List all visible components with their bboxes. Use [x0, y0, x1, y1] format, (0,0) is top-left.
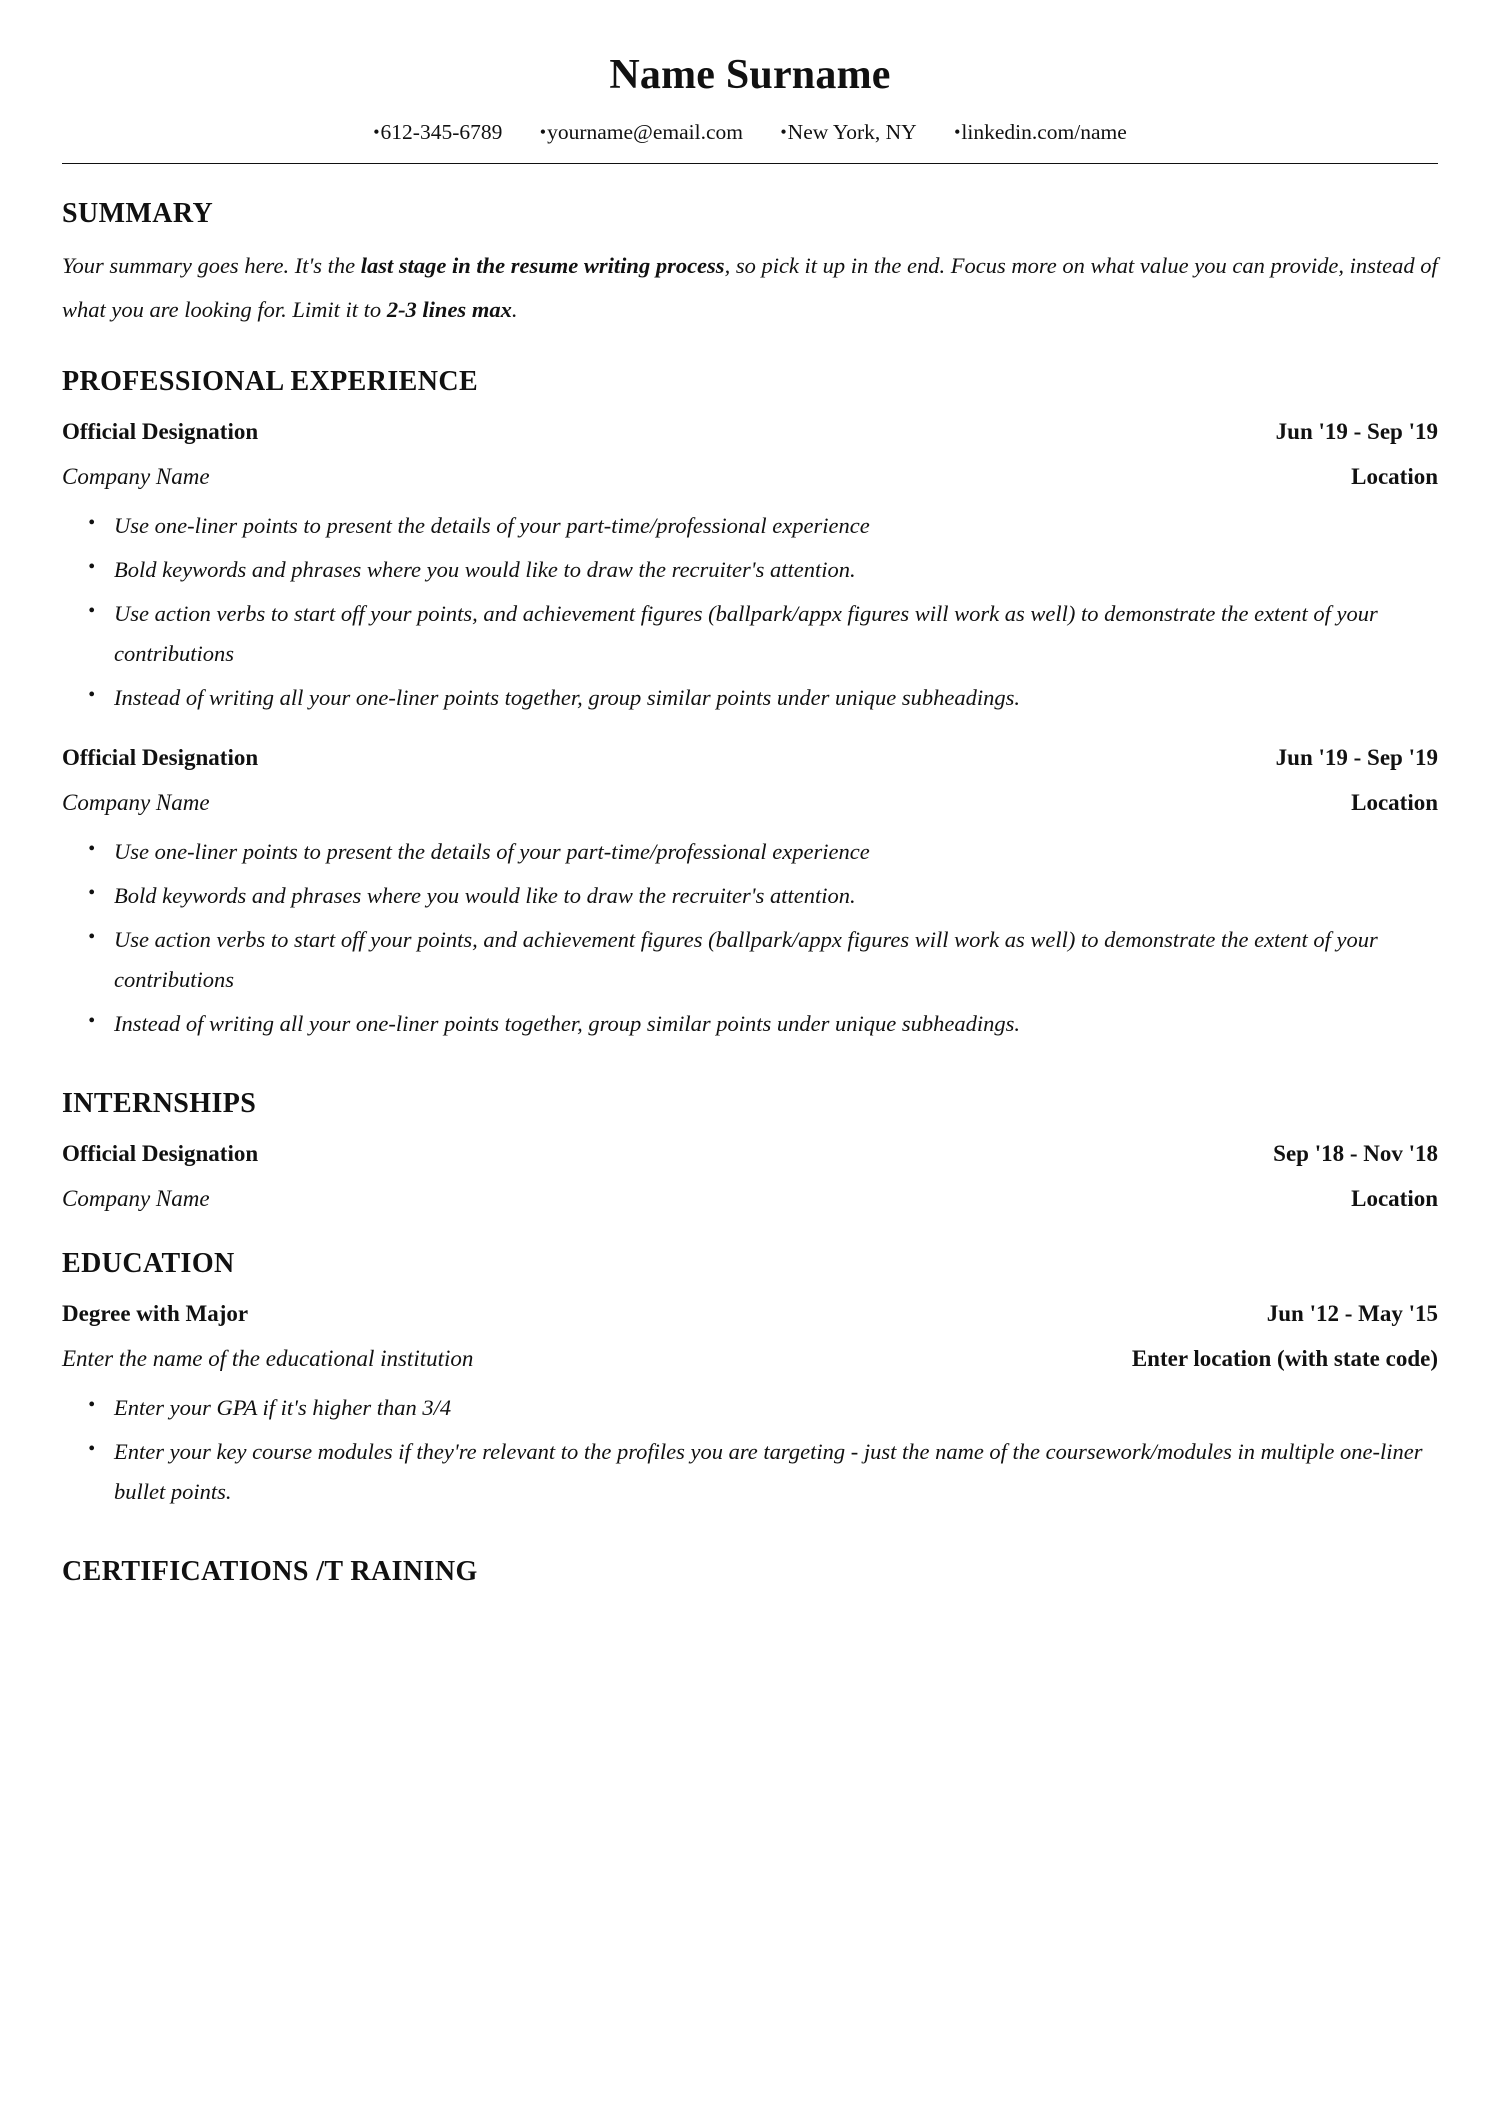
education-bullet-list: [62, 1388, 1438, 1512]
contact-location-text: New York, NY: [787, 120, 917, 145]
experience-dates: Jun '19 - Sep '19: [1275, 745, 1438, 771]
list-item: [62, 876, 1438, 916]
bullet-icon: •: [373, 122, 380, 143]
section-heading-summary: SUMMARY: [62, 198, 214, 230]
summary-text-1: Your summary goes here. It's the: [62, 253, 361, 279]
list-item: [62, 678, 1438, 718]
bullet-icon: •: [88, 837, 96, 860]
section-internships: [62, 1088, 1438, 1218]
list-item-text: Instead of writing all your one-liner points together, group similar points under unique subheadings.: [114, 685, 1021, 711]
list-item: [62, 550, 1438, 590]
education-dates: Jun '12 - May '15: [1266, 1300, 1438, 1326]
internship-dates: Sep '18 - Nov '18: [1273, 1141, 1438, 1167]
bullet-icon: •: [539, 122, 547, 143]
bullet-icon: •: [88, 881, 96, 904]
education-entry-subheader: [62, 1341, 1438, 1378]
bullet-icon: •: [88, 684, 96, 707]
page-title: Name Surname: [609, 52, 891, 98]
contact-linkedin-text: linkedin.com/name: [961, 120, 1127, 145]
bullet-icon: •: [954, 122, 961, 143]
list-item-text: Use one-liner points to present the details of your part-time/professional experience: [114, 512, 870, 538]
education-institution: Enter the name of the educational institution: [62, 1345, 474, 1371]
experience-bullet-list: [62, 832, 1438, 1044]
contact-phone: [373, 120, 502, 145]
internship-entry-subheader: [62, 1181, 1438, 1218]
list-item-text: Enter your GPA if it's higher than 3/4: [114, 1394, 452, 1420]
list-item-text: Use one-liner points to present the details of your part-time/professional experience: [114, 838, 870, 864]
list-item-text: Enter your key course modules if they're relevant to the profiles you are targeting - just the name of the coursework/modules in multiple one-liner bullet points.: [114, 1438, 1423, 1504]
list-item: [62, 506, 1438, 546]
education-location: Enter location (with state code): [1131, 1345, 1438, 1371]
experience-entry-subheader: [62, 785, 1438, 822]
internship-entry-header: [62, 1136, 1438, 1173]
contact-email-text: yourname@email.com: [547, 120, 743, 145]
section-education: [62, 1248, 1438, 1512]
contact-email: [540, 120, 743, 145]
summary-bold-1: last stage in the resume writing process: [360, 253, 725, 279]
list-item: [62, 1004, 1438, 1044]
experience-entry-header: [62, 414, 1438, 451]
summary-bold-2: 2-3 lines max: [386, 297, 512, 323]
experience-entry: [62, 414, 1438, 718]
section-experience: [62, 366, 1438, 1044]
list-item: [62, 1432, 1438, 1512]
list-item-text: Use action verbs to start off your points, and achievement figures (ballpark/appx figures will work as well) to demonstrate the extent of your contributions: [114, 926, 1378, 992]
bullet-icon: •: [88, 511, 96, 534]
experience-company: Company Name: [62, 789, 210, 815]
bullet-icon: •: [88, 1437, 96, 1460]
list-item-text: Use action verbs to start off your points, and achievement figures (ballpark/appx figures will work as well) to demonstrate the extent of your contributions: [114, 601, 1378, 667]
section-heading-experience: PROFESSIONAL EXPERIENCE: [62, 366, 479, 398]
bullet-icon: •: [88, 1009, 96, 1032]
bullet-icon: •: [88, 1393, 96, 1416]
experience-entry: [62, 740, 1438, 1044]
experience-location: Location: [1351, 789, 1438, 815]
section-summary: [62, 198, 1438, 332]
experience-dates: Jun '19 - Sep '19: [1275, 419, 1438, 445]
experience-entry-header: [62, 740, 1438, 777]
contact-linkedin: [954, 120, 1127, 145]
header-divider: [62, 163, 1438, 164]
section-heading-certifications: CERTIFICATIONS /T RAINING: [62, 1555, 478, 1587]
contact-phone-text: 612-345-6789: [380, 120, 503, 145]
internship-designation: Official Designation: [62, 1141, 259, 1167]
experience-entry-subheader: [62, 459, 1438, 496]
summary-text-2: , so pick it up in the end. Focus more on what value you can provide, instead of what you are looking for. Limit it to: [62, 253, 1438, 323]
list-item: [62, 832, 1438, 872]
list-item: [62, 594, 1438, 674]
resume-header: [62, 0, 1438, 164]
list-item-text: Bold keywords and phrases where you would like to draw the recruiter's attention.: [114, 556, 856, 582]
experience-company: Company Name: [62, 464, 210, 490]
bullet-icon: •: [88, 555, 96, 578]
list-item: [62, 920, 1438, 1000]
section-certifications: [62, 1556, 1438, 1588]
list-item-text: Instead of writing all your one-liner points together, group similar points under unique subheadings.: [114, 1010, 1021, 1036]
section-heading-internships: INTERNSHIPS: [62, 1087, 257, 1119]
experience-location: Location: [1351, 464, 1438, 490]
section-heading-education: EDUCATION: [62, 1247, 235, 1279]
bullet-icon: •: [88, 600, 96, 622]
summary-paragraph: [62, 244, 1438, 332]
internship-company: Company Name: [62, 1185, 210, 1211]
list-item-text: Bold keywords and phrases where you would like to draw the recruiter's attention.: [114, 882, 856, 908]
bullet-icon: •: [88, 925, 96, 948]
education-entry-header: [62, 1296, 1438, 1333]
experience-bullet-list: [62, 506, 1438, 718]
experience-designation: Official Designation: [62, 745, 259, 771]
contact-line: [62, 120, 1438, 145]
list-item: [62, 1388, 1438, 1428]
internship-entry: [62, 1136, 1438, 1218]
experience-designation: Official Designation: [62, 419, 259, 445]
education-degree: Degree with Major: [62, 1300, 249, 1326]
summary-text-3: .: [511, 297, 518, 323]
education-entry: [62, 1296, 1438, 1512]
contact-location: [780, 120, 916, 145]
bullet-icon: •: [780, 122, 787, 143]
internship-location: Location: [1351, 1185, 1438, 1211]
